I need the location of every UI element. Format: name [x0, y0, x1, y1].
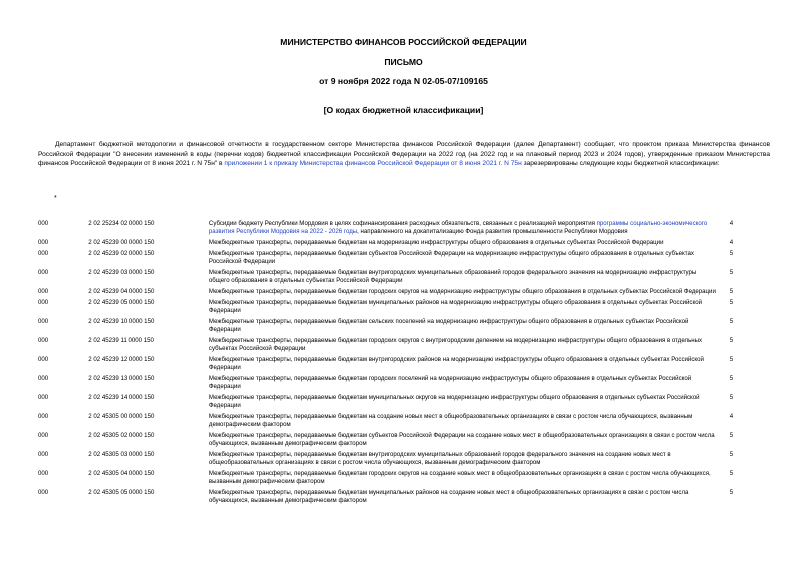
- table-row: [38, 249, 770, 268]
- description-text: Межбюджетные трансферты, передаваемые бюджетам городских округов с внутригородским делением на модернизацию инфраструктуры общего образования в отдельных субъектах Российской Федерации: [208, 337, 703, 352]
- table-row: [38, 374, 770, 393]
- budget-code-cell: 2 02 45239 11 0000 150: [88, 337, 154, 344]
- document-type: ПИСЬМО: [384, 57, 423, 67]
- table-row: [38, 488, 770, 507]
- budget-code-cell: 2 02 45239 14 0000 150: [88, 394, 155, 401]
- table-row: [38, 238, 770, 249]
- description-cell: [209, 393, 726, 412]
- budget-code-cell: 2 02 45239 13 0000 150: [88, 375, 155, 382]
- level-cell: 5: [729, 375, 734, 382]
- table-row: [38, 431, 770, 450]
- description-cell: [209, 336, 726, 355]
- level-cell: 5: [729, 394, 734, 401]
- description-text-after: , направленного на докапитализацию Фонда развития промышленности Республики Мордовия: [357, 228, 628, 235]
- description-cell: [209, 450, 726, 469]
- budget-code-cell: 2 02 45305 04 0000 150: [88, 470, 155, 477]
- admin-code-cell: 000: [38, 250, 49, 257]
- level-cell: 5: [729, 470, 734, 477]
- budget-code-cell: 2 02 45239 05 0000 150: [88, 299, 155, 306]
- table-row: [38, 355, 770, 374]
- admin-code-cell: 000: [38, 318, 49, 325]
- budget-code-cell: 2 02 45239 12 0000 150: [88, 356, 155, 363]
- level-cell: 5: [729, 318, 734, 325]
- admin-code-cell: 000: [38, 299, 49, 306]
- description-cell: [209, 268, 726, 287]
- level-cell: 4: [729, 413, 734, 420]
- ministry-title: МИНИСТЕРСТВО ФИНАНСОВ РОССИЙСКОЙ ФЕДЕРАЦИИ: [280, 37, 527, 47]
- intro-text-before: Департамент бюджетной методологии и финансовой отчетности в государственном секторе Министерства финансов Российской Федерации (далее Департамент) сообщает, что проектом приказа Министерства финансов Российской Федерации "О внесении изменений в коды (перечни кодов) бюджетной классификации Российской Федерации на 2022 год (на 2022 год и на плановый период 2023 и 2024 годов), утвержденные приказом Министерства финансов Российской Федерации от 8 июня 2021 г. N 75н" в: [38, 141, 770, 168]
- budget-code-cell: 2 02 45239 03 0000 150: [88, 269, 155, 276]
- description-text: Межбюджетные трансферты, передаваемые бюджетам муниципальных округов на модернизацию инфраструктуры общего образования в отдельных субъектах Российской Федерации: [208, 394, 700, 409]
- intro-text-after: зарезервированы следующие коды бюджетной классификации:: [523, 160, 720, 168]
- description-text: Межбюджетные трансферты, передаваемые бюджетам субъектов Российской Федерации на создание новых мест в общеобразовательных организациях в связи с ростом числа обучающихся, вызванным демографическим фактором: [208, 432, 715, 447]
- document-subject: [О кодах бюджетной классификации]: [323, 105, 484, 115]
- description-cell: [209, 298, 726, 317]
- budget-code-cell: 2 02 45305 05 0000 150: [88, 489, 155, 496]
- admin-code-cell: 000: [38, 394, 49, 401]
- level-cell: 5: [729, 250, 734, 257]
- description-text: Межбюджетные трансферты, передаваемые бюджетам внутригородских муниципальных образований городов федерального значения на модернизацию инфраструктуры общего образования в отдельных субъектах Российской Федерации: [208, 269, 697, 284]
- level-cell: 4: [729, 239, 734, 246]
- admin-code-cell: 000: [38, 489, 49, 496]
- level-cell: 5: [729, 432, 734, 439]
- description-cell: [209, 238, 726, 249]
- table-row: [38, 336, 770, 355]
- budget-code-cell: 2 02 45239 10 0000 150: [88, 318, 155, 325]
- description-cell: [209, 355, 726, 374]
- description-text: Межбюджетные трансферты, передаваемые бюджетам на модернизацию инфраструктуры общего образования в отдельных субъектах Российской Федерации: [208, 239, 664, 246]
- admin-code-cell: 000: [38, 269, 49, 276]
- description-text: Межбюджетные трансферты, передаваемые бюджетам внутригородских районов на модернизацию инфраструктуры общего образования в отдельных субъектах Российской Федерации: [208, 356, 704, 371]
- budget-code-cell: 2 02 45305 00 0000 150: [88, 413, 155, 420]
- description-cell: [209, 374, 726, 393]
- description-text: Межбюджетные трансферты, передаваемые бюджетам на создание новых мест в общеобразовательных организациях в связи с ростом числа обучающихся, вызванным демографическим фактором: [208, 413, 693, 428]
- budget-codes-table: [38, 219, 770, 507]
- table-row: [38, 219, 770, 238]
- level-cell: 5: [729, 299, 734, 306]
- admin-code-cell: 000: [38, 432, 49, 439]
- level-cell: 5: [729, 451, 734, 458]
- description-text: Межбюджетные трансферты, передаваемые бюджетам сельских поселений на модернизацию инфраструктуры общего образования в отдельных субъектах Российской Федерации: [208, 318, 689, 333]
- admin-code-cell: 000: [38, 337, 49, 344]
- budget-code-cell: 2 02 45305 03 0000 150: [88, 451, 155, 458]
- description-text: Межбюджетные трансферты, передаваемые бюджетам внутригородских муниципальных образований городов федерального значения на создание новых мест в общеобразовательных организациях в связи с ростом числа обучающихся, вызванным демографическим фактором: [208, 451, 671, 466]
- description-cell: [209, 469, 726, 488]
- description-text: Межбюджетные трансферты, передаваемые бюджетам городских округов на создание новых мест в общеобразовательных организациях в связи с ростом числа обучающихся, вызванным демографическим фактором: [208, 470, 711, 485]
- table-row: [38, 317, 770, 336]
- program-link[interactable]: программы социально-экономического развития Республики Мордовия на 2022 - 2026 годы: [208, 220, 708, 235]
- level-cell: 5: [729, 337, 734, 344]
- table-row: [38, 469, 770, 488]
- description-cell: [209, 317, 726, 336]
- budget-code-cell: 2 02 45239 04 0000 150: [88, 288, 155, 295]
- description-cell: [209, 287, 726, 298]
- table-row: [38, 287, 770, 298]
- admin-code-cell: 000: [38, 288, 49, 295]
- table-row: [38, 298, 770, 317]
- level-cell: 5: [729, 269, 734, 276]
- table-row: [38, 393, 770, 412]
- level-cell: 5: [729, 356, 734, 363]
- admin-code-cell: 000: [38, 356, 49, 363]
- description-cell: [209, 412, 726, 431]
- table-row: [38, 450, 770, 469]
- budget-code-cell: 2 02 45239 02 0000 150: [88, 250, 155, 257]
- budget-code-cell: 2 02 45239 00 0000 150: [88, 239, 155, 246]
- description-cell: [209, 431, 726, 450]
- admin-code-cell: 000: [38, 220, 49, 227]
- level-cell: 4: [729, 220, 734, 227]
- description-text: Субсидии бюджету Республики Мордовия в целях софинансирования расходных обязательств, связанных с реализацией мероприятия: [208, 220, 597, 227]
- admin-code-cell: 000: [38, 413, 49, 420]
- description-text: Межбюджетные трансферты, передаваемые бюджетам городских округов на модернизацию инфраструктуры общего образования в отдельных субъектах Российской Федерации: [208, 288, 716, 295]
- description-cell: [209, 488, 726, 507]
- order-appendix-link[interactable]: приложении 1 к приказу Министерства финансов Российской Федерации от 8 июня 2021 г. N 75н: [224, 160, 522, 168]
- description-cell: [209, 219, 726, 238]
- admin-code-cell: 000: [38, 470, 49, 477]
- level-cell: 5: [729, 489, 734, 496]
- description-text: Межбюджетные трансферты, передаваемые бюджетам городских поселений на модернизацию инфраструктуры общего образования в отдельных субъектах Российской Федерации: [208, 375, 692, 390]
- budget-code-cell: 2 02 45305 02 0000 150: [88, 432, 155, 439]
- intro-paragraph: [38, 140, 770, 169]
- table-row: [38, 268, 770, 287]
- admin-code-cell: 000: [38, 375, 49, 382]
- description-cell: [209, 249, 726, 268]
- budget-code-cell: 2 02 25234 02 0000 150: [88, 220, 155, 227]
- admin-code-cell: 000: [38, 239, 49, 246]
- document-date-number: от 9 ноября 2022 года N 02-05-07/109165: [319, 76, 488, 86]
- description-text: Межбюджетные трансферты, передаваемые бюджетам муниципальных районов на модернизацию инфраструктуры общего образования в отдельных субъектах Российской Федерации: [208, 299, 703, 314]
- description-text: Межбюджетные трансферты, передаваемые бюджетам муниципальных районов на создание новых мест в общеобразовательных организациях в связи с ростом числа обучающихся, вызванным демографическим фактором: [208, 489, 689, 504]
- table-row: [38, 412, 770, 431]
- admin-code-cell: 000: [38, 451, 49, 458]
- footnote-star: *: [54, 195, 57, 202]
- level-cell: 5: [729, 288, 734, 295]
- description-text: Межбюджетные трансферты, передаваемые бюджетам субъектов Российской Федерации на модернизацию инфраструктуры общего образования в отдельных субъектах Российской Федерации: [208, 250, 694, 265]
